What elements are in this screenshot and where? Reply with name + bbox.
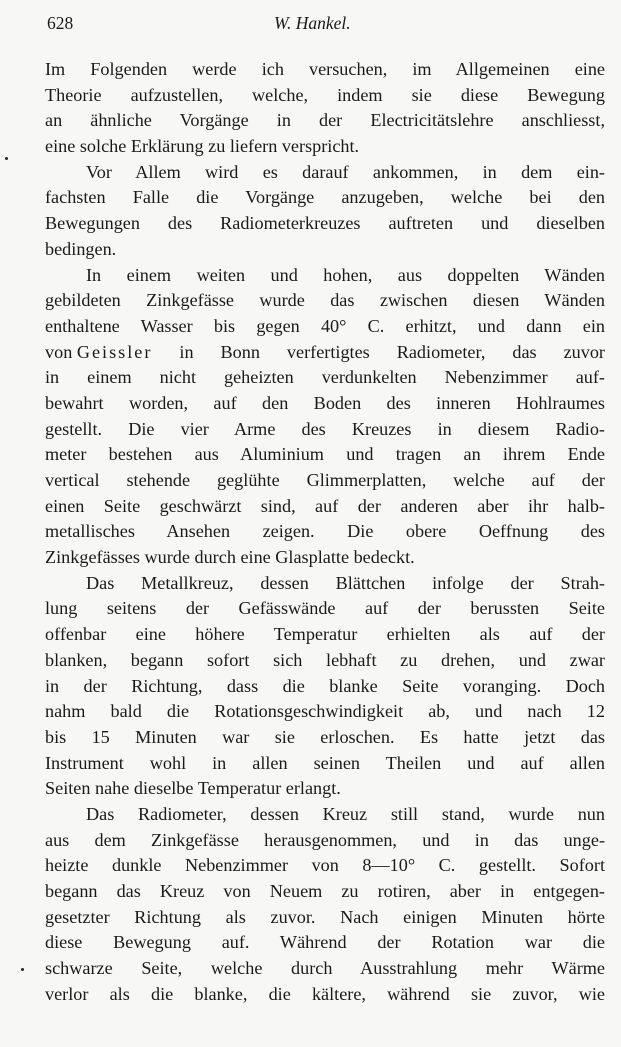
text-line: offenbar eine höhere Temperatur erhielten als auf der (45, 624, 605, 645)
text-line: diese Bewegung auf. Während der Rotation war die (45, 932, 605, 953)
text-segment: in Bonn verfertigtes Radiometer, das zuvor (152, 341, 605, 362)
body-text (45, 57, 605, 1007)
text-line: In einem weiten und hohen, aus doppelten Wänden (86, 264, 605, 285)
text-line: bewahrt worden, auf den Boden des inneren Hohlraumes (45, 392, 605, 413)
text-segment: von (45, 341, 77, 362)
text-line: Bewegungen des Radiometerkreuzes auftreten und dieselben (45, 213, 605, 234)
text-line: nahm bald die Rotationsgeschwindigkeit ab, und nach 12 (45, 701, 605, 722)
margin-speck (5, 157, 8, 160)
text-line: einen Seite geschwärzt sind, auf der anderen aber ihr halb- (45, 495, 605, 516)
text-line: Das Radiometer, dessen Kreuz still stand, wurde nun (86, 803, 605, 824)
page-header (47, 13, 607, 37)
text-line: begann das Kreuz von Neuem zu rotiren, aber in entgegen- (45, 881, 605, 901)
margin-speck (21, 968, 24, 971)
text-line: eine solche Erklärung zu liefern verspricht. (45, 136, 360, 157)
text-line: Theorie aufzustellen, welche, indem sie diese Bewegung (45, 84, 605, 105)
text-line: Zinkgefässes wurde durch eine Glasplatte bedeckt. (45, 547, 415, 568)
text-line: gesetzter Richtung als zuvor. Nach einigen Minuten hörte (45, 906, 605, 927)
text-line: metallisches Ansehen zeigen. Die obere Oeffnung des (45, 521, 605, 542)
text-line: blanken, begann sofort sich lebhaft zu drehen, und zwar (45, 649, 605, 670)
text-line: heizte dunkle Nebenzimmer von 8—10° C. gestellt. Sofort (45, 855, 605, 876)
text-line: meter bestehen aus Aluminium und tragen an ihrem Ende (45, 444, 605, 465)
text-line: Vor Allem wird es darauf ankommen, in dem ein- (86, 161, 605, 182)
text-line: Seiten nahe dieselbe Temperatur erlangt. (45, 778, 341, 799)
text-line: lung seitens der Gefässwände auf der berussten Seite (45, 598, 605, 619)
text-line: fachsten Falle die Vorgänge anzugeben, welche bei den (45, 187, 605, 208)
person-name: Geissler (76, 341, 153, 362)
text-line: gestellt. Die vier Arme des Kreuzes in diesem Radio- (45, 418, 605, 439)
text-line (45, 340, 605, 366)
text-line: aus dem Zinkgefässe herausgenommen, und in das unge- (45, 829, 605, 850)
text-line: vertical stehende geglühte Glimmerplatten, welche auf der (45, 470, 605, 490)
text-line: Das Metallkreuz, dessen Blättchen infolge der Strah- (86, 572, 605, 593)
text-line: bedingen. (45, 238, 117, 259)
text-line: Im Folgenden werde ich versuchen, im Allgemeinen eine (45, 59, 605, 79)
text-line: gebildeten Zinkgefässe wurde das zwischen diesen Wänden (45, 290, 605, 311)
running-head: W. Hankel. (274, 13, 351, 33)
text-line: an ähnliche Vorgänge in der Electricitätslehre anschliesst, (45, 110, 605, 131)
text-line: verlor als die blanke, die kältere, während sie zuvor, wie (45, 983, 605, 1004)
text-line: enthaltene Wasser bis gegen 40° C. erhitzt, und dann ein (45, 315, 605, 336)
text-line: bis 15 Minuten war sie erloschen. Es hatte jetzt das (45, 726, 605, 747)
text-line: Instrument wohl in allen seinen Theilen und auf allen (45, 752, 605, 773)
text-line: in der Richtung, dass die blanke Seite voranging. Doch (45, 675, 605, 696)
text-line: in einem nicht geheizten verdunkelten Nebenzimmer auf- (45, 367, 605, 388)
text-line: schwarze Seite, welche durch Ausstrahlung mehr Wärme (45, 958, 605, 979)
page-number: 628 (47, 13, 74, 33)
